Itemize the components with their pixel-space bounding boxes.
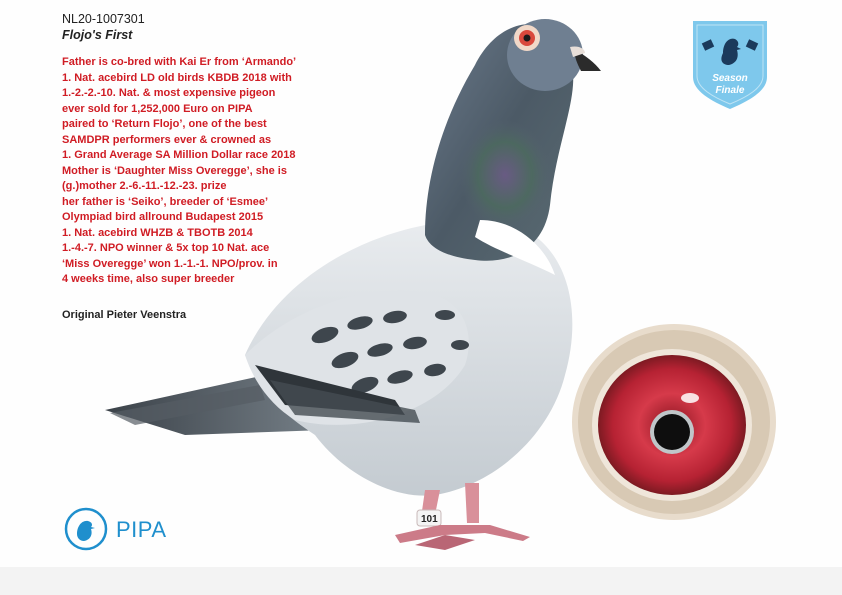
pedigree-line: Mother is ‘Daughter Miss Overegge’, she is [62, 164, 287, 177]
pedigree-line: paired to ‘Return Flojo’, one of the best [62, 118, 267, 130]
pedigree-line: 1.-4.-7. NPO winner & 5x top 10 Nat. ace [62, 242, 270, 254]
origin-label: Original Pieter Veenstra [62, 309, 187, 321]
pedigree-line: 1.-2.-2.-10. Nat. & most expensive pigeon [62, 87, 276, 99]
pedigree-line: Olympiad bird allround Budapest 2015 [62, 211, 264, 223]
bird-name: Flojo's First [62, 28, 133, 42]
pedigree-line: (g.)mother 2.-6.-11.-12.-23. prize [62, 180, 227, 192]
season-finale-badge [689, 19, 771, 111]
pedigree-line: 4 weeks time, also super breeder [62, 273, 235, 285]
pipa-logo-text: PIPA [116, 517, 167, 542]
pedigree-line: Father is co-bred with Kai Er from ‘Armando’ [62, 56, 297, 68]
pedigree-line: 1. Nat. acebird LD old birds KBDB 2018 with [62, 71, 292, 84]
pigeon-photo [95, 5, 615, 560]
badge-line1: Season [712, 73, 748, 84]
pedigree-line: her father is ‘Seiko’, breeder of ‘Esmee’ [62, 195, 269, 208]
badge-line2: Finale [715, 85, 745, 96]
pedigree-line: 1. Grand Average SA Million Dollar race 2018 [62, 149, 296, 161]
pedigree-line: 1. Nat. acebird WHZB & TBOTB 2014 [62, 226, 253, 239]
leg-ring-text: 101 [421, 514, 438, 525]
pedigree-line: ‘Miss Overegge’ won 1.-1.-1. NPO/prov. in [62, 257, 278, 270]
pedigree-line: ever sold for 1,252,000 Euro on PIPA [62, 102, 253, 115]
eye-photo [572, 322, 777, 522]
ring-number: NL20-1007301 [62, 12, 145, 26]
bottom-strip [0, 567, 842, 595]
pedigree-line: SAMDPR performers ever & crowned as [62, 133, 272, 146]
